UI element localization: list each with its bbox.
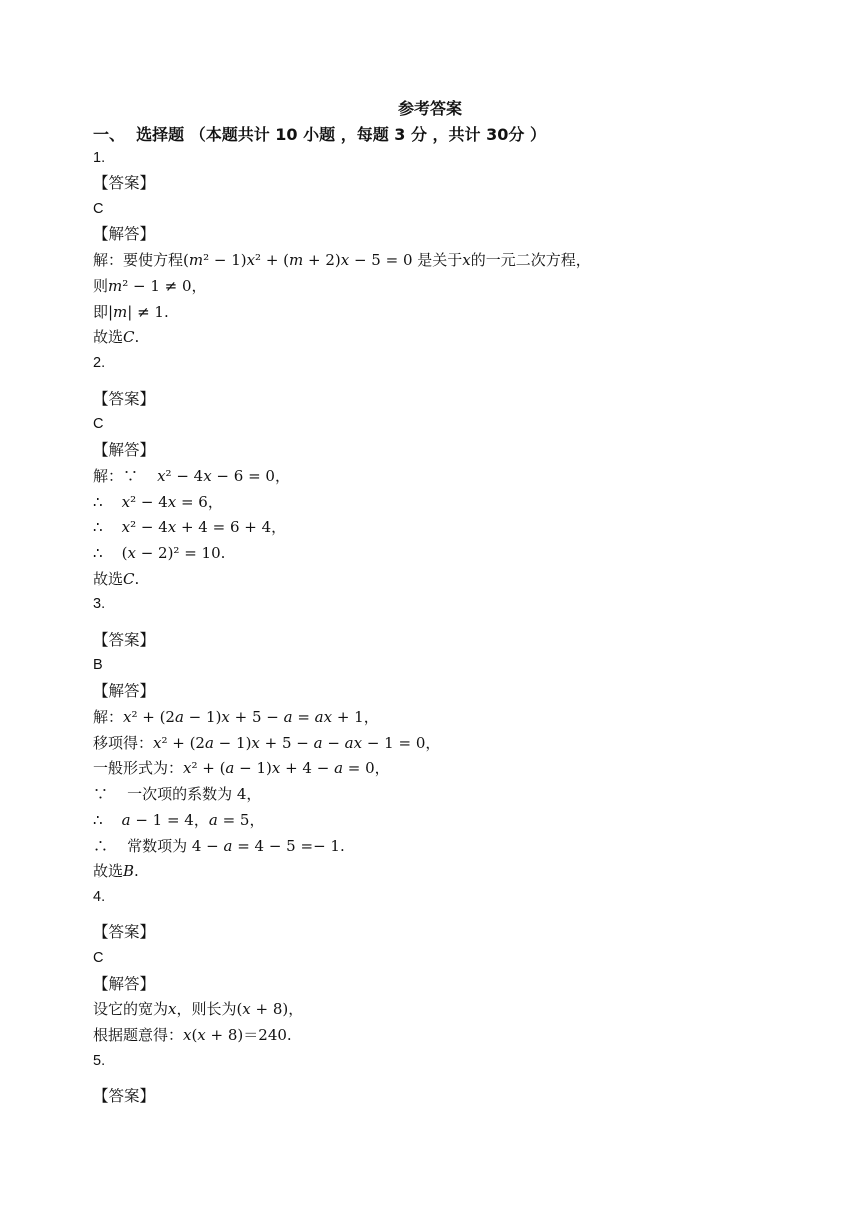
answer-line: 一般形式为：𝑥² + (𝑎 − 1)𝑥 + 4 − 𝑎 = 0， xyxy=(93,759,390,777)
answer-line: 【解答】 xyxy=(93,441,156,459)
answer-line: 【解答】 xyxy=(93,225,156,243)
answer-line: ∴ 𝑥² − 4𝑥 + 4 = 6 + 4， xyxy=(93,518,287,536)
answer-line: 【答案】 xyxy=(93,631,156,649)
answer-line: 解：要使方程(𝑚² − 1)𝑥² + (𝑚 + 2)𝑥 − 5 = 0 是关于𝑥的一元二次方程， xyxy=(93,251,591,269)
answer-line: 设它的宽为𝑥，则长为(𝑥 + 8)， xyxy=(93,1000,304,1018)
answer-line: 解：∵ 𝑥² − 4𝑥 − 6 = 0， xyxy=(93,467,290,485)
answer-line: 3. xyxy=(93,596,106,612)
answer-line: C xyxy=(93,201,104,217)
answer-line: C xyxy=(93,950,104,966)
answer-line: 移项得：𝑥² + (2𝑎 − 1)𝑥 + 5 − 𝑎 − 𝑎𝑥 − 1 = 0， xyxy=(93,734,441,752)
answer-line: 解：𝑥² + (2𝑎 − 1)𝑥 + 5 − 𝑎 = 𝑎𝑥 + 1， xyxy=(93,708,379,726)
answer-line: 【答案】 xyxy=(93,923,156,941)
answer-line: ∴ 𝑥² − 4𝑥 = 6， xyxy=(93,493,223,511)
answer-line: ∴ (𝑥 − 2)² = 10. xyxy=(93,544,226,562)
answer-line: 即|𝑚| ≠ 1. xyxy=(93,303,169,321)
answer-line: 【解答】 xyxy=(93,975,156,993)
section-heading: 一、 选择题 （本题共计 10 小题 ，每题 3 分 ，共计 30分 ） xyxy=(93,125,546,144)
answer-line: B xyxy=(93,657,103,673)
answer-line: ∴ 常数项为 4 − 𝑎 = 4 − 5 =− 1. xyxy=(93,837,345,855)
answer-line: ∵ 一次项的系数为 4， xyxy=(93,785,262,803)
answer-line: ∴ 𝑎 − 1 = 4，𝑎 = 5， xyxy=(93,811,265,829)
answer-line: 4. xyxy=(93,889,106,905)
answer-line: 【答案】 xyxy=(93,174,156,192)
answer-line: 1. xyxy=(93,150,106,166)
answer-line: 故选𝐶. xyxy=(93,328,140,346)
answer-line: 【答案】 xyxy=(93,390,156,408)
answer-line: 5. xyxy=(93,1053,106,1069)
answer-line: 故选𝐵. xyxy=(93,862,139,880)
answer-line: 2. xyxy=(93,355,106,371)
answer-line: 【答案】 xyxy=(93,1087,156,1105)
page-title: 参考答案 xyxy=(397,99,462,118)
answer-line: 故选𝐶. xyxy=(93,570,140,588)
answer-line: 根据题意得：𝑥(𝑥 + 8)＝240. xyxy=(93,1026,292,1044)
answer-line: 则𝑚² − 1 ≠ 0， xyxy=(93,277,207,295)
answer-line: 【解答】 xyxy=(93,682,156,700)
answer-line: C xyxy=(93,416,104,432)
